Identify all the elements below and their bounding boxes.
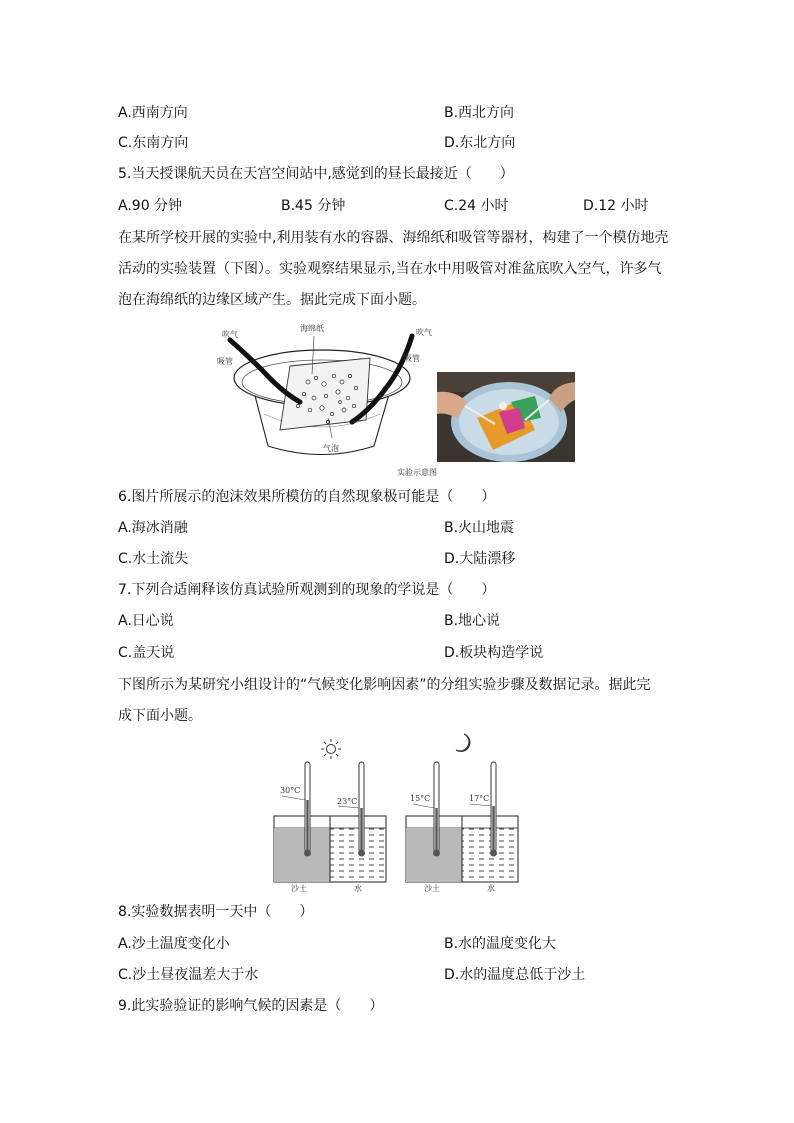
q6-option-a: A.海冰消融 — [118, 520, 188, 536]
day-sand — [274, 828, 330, 882]
day-water-temp-label: 23°C — [337, 797, 358, 806]
q7-stem: 7.下列合适阐释该仿真试验所观测到的现象的学说是（ ） — [118, 582, 496, 598]
night-water-label: 水 — [487, 884, 495, 893]
passage1-line1: 在某所学校开展的实验中,利用装有水的容器、海绵纸和吸管等器材，构建了一个模仿地壳 — [118, 230, 669, 246]
q6-option-b: B.火山地震 — [444, 520, 515, 536]
label-straw-left: 吸管 — [217, 357, 233, 366]
q4-option-b: B.西北方向 — [444, 105, 515, 121]
label-sponge-paper: 海绵纸 — [300, 324, 324, 333]
q5-stem: 5.当天授课航天员在天宫空间站中,感觉到的昼长最接近（ ） — [118, 166, 514, 182]
day-sand-temp-label: 30°C — [280, 786, 301, 795]
experiment-photo — [437, 372, 575, 462]
q9-stem: 9.此实验验证的影响气候的因素是（ ） — [118, 998, 384, 1014]
label-blow-right: 吹气 — [416, 328, 432, 337]
figure1-caption: 实验示意图 — [397, 468, 437, 477]
night-water — [462, 828, 518, 882]
q5-option-c: C.24 小时 — [444, 198, 509, 214]
q8-option-b: B.水的温度变化大 — [444, 936, 557, 952]
q7-option-c: C.盖天说 — [118, 645, 175, 661]
day-water — [330, 828, 386, 882]
night-tank — [406, 762, 518, 882]
day-water-label: 水 — [354, 884, 362, 893]
q6-option-c: C.水土流失 — [118, 551, 189, 567]
label-bubble: 气泡 — [323, 444, 339, 453]
q8-option-a: A.沙土温度变化小 — [118, 936, 230, 952]
q4-option-c: C.东南方向 — [118, 135, 189, 151]
temperature-experiment-diagram — [268, 730, 528, 898]
label-blow-left: 吹气 — [222, 330, 238, 339]
q5-option-a: A.90 分钟 — [118, 198, 183, 214]
q4-option-d: D.东北方向 — [444, 135, 516, 151]
night-water-temp-label: 17°C — [469, 794, 490, 803]
q6-option-d: D.大陆漂移 — [444, 551, 516, 567]
day-sand-label: 沙土 — [291, 884, 307, 893]
moon-icon — [456, 734, 470, 751]
q6-stem: 6.图片所展示的泡沫效果所模仿的自然现象极可能是（ ） — [118, 489, 496, 505]
label-straw-right: 吸管 — [404, 354, 420, 363]
q5-option-d: D.12 小时 — [583, 198, 649, 214]
q7-option-b: B.地心说 — [444, 613, 501, 629]
q8-option-d: D.水的温度总低于沙土 — [444, 967, 586, 983]
sun-icon — [321, 739, 341, 759]
passage2-line1: 下图所示为某研究小组设计的“气候变化影响因素”的分组实验步骤及数据记录。据此完 — [118, 677, 651, 693]
night-sand-label: 沙土 — [424, 884, 440, 893]
passage2-line2: 成下面小题。 — [118, 708, 202, 724]
q5-option-b: B.45 分钟 — [281, 198, 346, 214]
passage1-line3: 泡在海绵纸的边缘区域产生。据此完成下面小题。 — [118, 292, 426, 308]
day-tank — [274, 762, 386, 882]
night-sand-temp-label: 15°C — [410, 794, 431, 803]
passage1-line2: 活动的实验装置（下图）。实验观察结果显示,当在水中用吸管对准盆底吹入空气，许多气 — [118, 261, 662, 277]
q7-option-a: A.日心说 — [118, 613, 174, 629]
q8-option-c: C.沙土昼夜温差大于水 — [118, 967, 259, 983]
q8-stem: 8.实验数据表明一天中（ ） — [118, 904, 314, 920]
q4-option-a: A.西南方向 — [118, 105, 188, 121]
q7-option-d: D.板块构造学说 — [444, 645, 544, 661]
